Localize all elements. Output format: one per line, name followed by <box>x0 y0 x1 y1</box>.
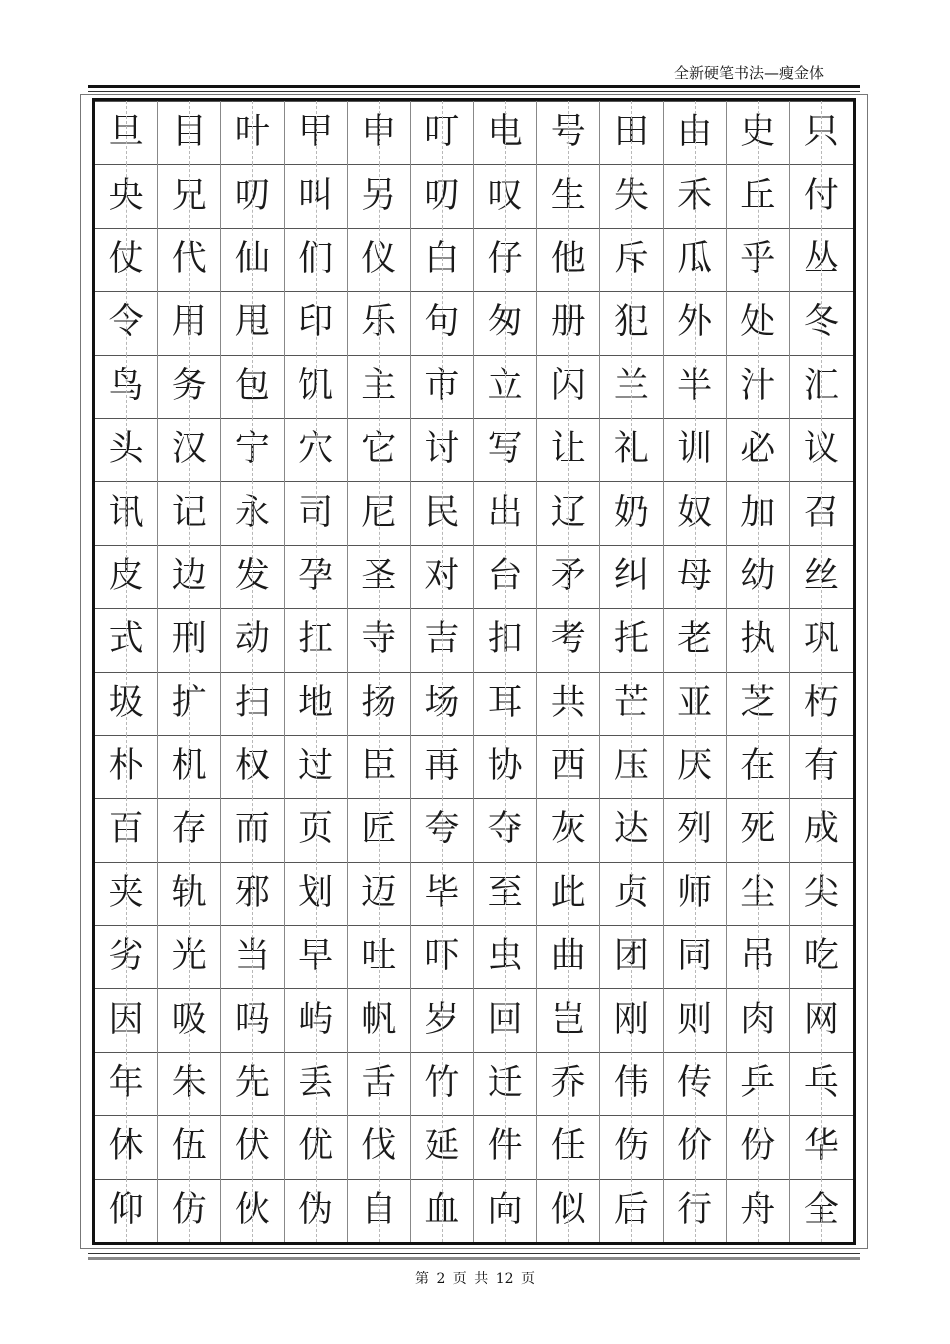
character-cell: 甲 <box>285 101 348 164</box>
character-cell: 耳 <box>474 672 537 735</box>
character-cell: 页 <box>285 798 348 861</box>
character-cell: 当 <box>221 925 284 988</box>
character-cell: 网 <box>790 988 853 1051</box>
character-cell: 岂 <box>537 988 600 1051</box>
character-cell: 母 <box>664 545 727 608</box>
footer-rule-thin <box>88 1253 860 1254</box>
character-cell: 执 <box>727 608 790 671</box>
character-cell: 半 <box>664 355 727 418</box>
character-cell: 头 <box>95 418 158 481</box>
character-cell: 年 <box>95 1052 158 1115</box>
character-cell: 闪 <box>537 355 600 418</box>
character-cell: 厌 <box>664 735 727 798</box>
character-cell: 迈 <box>348 862 411 925</box>
character-cell: 芝 <box>727 672 790 735</box>
character-cell: 灰 <box>537 798 600 861</box>
character-cell: 伪 <box>285 1179 348 1242</box>
character-cell: 刚 <box>600 988 663 1051</box>
character-cell: 圾 <box>95 672 158 735</box>
character-cell: 吸 <box>158 988 221 1051</box>
character-cell: 有 <box>790 735 853 798</box>
character-cell: 伙 <box>221 1179 284 1242</box>
character-cell: 叨 <box>411 164 474 227</box>
character-cell: 兰 <box>600 355 663 418</box>
character-cell: 鸟 <box>95 355 158 418</box>
character-cell: 犯 <box>600 291 663 354</box>
character-cell: 屿 <box>285 988 348 1051</box>
character-cell: 讨 <box>411 418 474 481</box>
character-cell: 式 <box>95 608 158 671</box>
character-cell: 议 <box>790 418 853 481</box>
character-cell: 达 <box>600 798 663 861</box>
character-cell: 舟 <box>727 1179 790 1242</box>
character-cell: 考 <box>537 608 600 671</box>
character-cell: 边 <box>158 545 221 608</box>
character-cell: 刑 <box>158 608 221 671</box>
character-cell: 丘 <box>727 164 790 227</box>
character-cell: 扛 <box>285 608 348 671</box>
character-cell: 奴 <box>664 481 727 544</box>
character-cell: 纠 <box>600 545 663 608</box>
character-cell: 扬 <box>348 672 411 735</box>
character-cell: 宁 <box>221 418 284 481</box>
character-cell: 号 <box>537 101 600 164</box>
character-cell: 师 <box>664 862 727 925</box>
character-cell: 劣 <box>95 925 158 988</box>
character-cell: 禾 <box>664 164 727 227</box>
character-cell: 至 <box>474 862 537 925</box>
character-cell: 永 <box>221 481 284 544</box>
character-cell: 向 <box>474 1179 537 1242</box>
character-cell: 团 <box>600 925 663 988</box>
character-cell: 伤 <box>600 1115 663 1178</box>
character-cell: 机 <box>158 735 221 798</box>
character-cell: 回 <box>474 988 537 1051</box>
character-cell: 尖 <box>790 862 853 925</box>
character-cell: 田 <box>600 101 663 164</box>
character-cell: 肉 <box>727 988 790 1051</box>
character-cell: 而 <box>221 798 284 861</box>
character-cell: 礼 <box>600 418 663 481</box>
character-cell: 乐 <box>348 291 411 354</box>
character-cell: 由 <box>664 101 727 164</box>
character-cell: 再 <box>411 735 474 798</box>
character-cell: 句 <box>411 291 474 354</box>
practice-grid <box>95 101 853 1242</box>
header-title: 全新硬笔书法—瘦金体 <box>673 64 824 82</box>
character-cell: 扩 <box>158 672 221 735</box>
character-cell: 尘 <box>727 862 790 925</box>
character-cell: 动 <box>221 608 284 671</box>
character-cell: 仗 <box>95 228 158 291</box>
character-cell: 朴 <box>95 735 158 798</box>
character-cell: 臣 <box>348 735 411 798</box>
character-cell: 仰 <box>95 1179 158 1242</box>
character-cell: 巩 <box>790 608 853 671</box>
character-cell: 同 <box>664 925 727 988</box>
character-cell: 央 <box>95 164 158 227</box>
character-cell: 务 <box>158 355 221 418</box>
character-cell: 邪 <box>221 862 284 925</box>
footer-rule-thick <box>88 1257 860 1260</box>
character-cell: 扣 <box>474 608 537 671</box>
character-cell: 尼 <box>348 481 411 544</box>
header-rule-thin <box>88 91 860 92</box>
character-cell: 份 <box>727 1115 790 1178</box>
character-cell: 协 <box>474 735 537 798</box>
character-cell: 舌 <box>348 1052 411 1115</box>
character-cell: 冬 <box>790 291 853 354</box>
character-cell: 亚 <box>664 672 727 735</box>
character-cell: 毕 <box>411 862 474 925</box>
character-cell: 圣 <box>348 545 411 608</box>
character-cell: 们 <box>285 228 348 291</box>
character-cell: 似 <box>537 1179 600 1242</box>
character-cell: 仔 <box>474 228 537 291</box>
practice-grid-border <box>92 98 856 1245</box>
character-cell: 付 <box>790 164 853 227</box>
character-cell: 则 <box>664 988 727 1051</box>
character-cell: 吓 <box>411 925 474 988</box>
character-cell: 伐 <box>348 1115 411 1178</box>
character-cell: 延 <box>411 1115 474 1178</box>
character-cell: 成 <box>790 798 853 861</box>
character-cell: 老 <box>664 608 727 671</box>
character-cell: 吉 <box>411 608 474 671</box>
character-cell: 斥 <box>600 228 663 291</box>
character-cell: 朽 <box>790 672 853 735</box>
character-cell: 夸 <box>411 798 474 861</box>
character-cell: 讯 <box>95 481 158 544</box>
character-cell: 自 <box>348 1179 411 1242</box>
character-cell: 全 <box>790 1179 853 1242</box>
character-cell: 奶 <box>600 481 663 544</box>
character-cell: 丛 <box>790 228 853 291</box>
character-cell: 孕 <box>285 545 348 608</box>
character-cell: 吊 <box>727 925 790 988</box>
character-cell: 丢 <box>285 1052 348 1115</box>
character-cell: 申 <box>348 101 411 164</box>
character-cell: 代 <box>158 228 221 291</box>
character-cell: 令 <box>95 291 158 354</box>
character-cell: 兄 <box>158 164 221 227</box>
character-cell: 旦 <box>95 101 158 164</box>
character-cell: 件 <box>474 1115 537 1178</box>
character-cell: 丝 <box>790 545 853 608</box>
character-cell: 朱 <box>158 1052 221 1115</box>
character-cell: 曲 <box>537 925 600 988</box>
character-cell: 皮 <box>95 545 158 608</box>
header-rule-thick <box>88 85 860 88</box>
character-cell: 过 <box>285 735 348 798</box>
character-cell: 必 <box>727 418 790 481</box>
character-cell: 迁 <box>474 1052 537 1115</box>
character-cell: 它 <box>348 418 411 481</box>
character-cell: 权 <box>221 735 284 798</box>
character-cell: 传 <box>664 1052 727 1115</box>
character-cell: 吐 <box>348 925 411 988</box>
character-cell: 此 <box>537 862 600 925</box>
character-cell: 乓 <box>790 1052 853 1115</box>
character-cell: 台 <box>474 545 537 608</box>
character-cell: 写 <box>474 418 537 481</box>
character-cell: 汉 <box>158 418 221 481</box>
character-cell: 先 <box>221 1052 284 1115</box>
character-cell: 民 <box>411 481 474 544</box>
character-cell: 叫 <box>285 164 348 227</box>
character-cell: 乒 <box>727 1052 790 1115</box>
character-cell: 夹 <box>95 862 158 925</box>
character-cell: 任 <box>537 1115 600 1178</box>
character-cell: 乎 <box>727 228 790 291</box>
character-cell: 册 <box>537 291 600 354</box>
character-cell: 华 <box>790 1115 853 1178</box>
character-cell: 血 <box>411 1179 474 1242</box>
character-cell: 行 <box>664 1179 727 1242</box>
character-cell: 虫 <box>474 925 537 988</box>
character-cell: 印 <box>285 291 348 354</box>
character-cell: 矛 <box>537 545 600 608</box>
character-cell: 生 <box>537 164 600 227</box>
character-cell: 在 <box>727 735 790 798</box>
character-cell: 竹 <box>411 1052 474 1115</box>
character-cell: 托 <box>600 608 663 671</box>
character-cell: 寺 <box>348 608 411 671</box>
character-cell: 轨 <box>158 862 221 925</box>
character-cell: 叨 <box>221 164 284 227</box>
character-cell: 训 <box>664 418 727 481</box>
character-cell: 饥 <box>285 355 348 418</box>
character-cell: 仪 <box>348 228 411 291</box>
character-cell: 匠 <box>348 798 411 861</box>
character-cell: 划 <box>285 862 348 925</box>
character-cell: 伍 <box>158 1115 221 1178</box>
character-cell: 辽 <box>537 481 600 544</box>
character-cell: 穴 <box>285 418 348 481</box>
character-cell: 场 <box>411 672 474 735</box>
character-cell: 白 <box>411 228 474 291</box>
character-cell: 包 <box>221 355 284 418</box>
character-cell: 他 <box>537 228 600 291</box>
character-cell: 死 <box>727 798 790 861</box>
character-cell: 主 <box>348 355 411 418</box>
character-cell: 芒 <box>600 672 663 735</box>
character-cell: 汁 <box>727 355 790 418</box>
character-cell: 叶 <box>221 101 284 164</box>
character-cell: 因 <box>95 988 158 1051</box>
character-cell: 让 <box>537 418 600 481</box>
character-cell: 价 <box>664 1115 727 1178</box>
character-cell: 司 <box>285 481 348 544</box>
character-cell: 汇 <box>790 355 853 418</box>
character-cell: 对 <box>411 545 474 608</box>
character-cell: 只 <box>790 101 853 164</box>
character-cell: 记 <box>158 481 221 544</box>
character-cell: 召 <box>790 481 853 544</box>
character-cell: 吗 <box>221 988 284 1051</box>
character-cell: 吃 <box>790 925 853 988</box>
character-cell: 市 <box>411 355 474 418</box>
character-cell: 目 <box>158 101 221 164</box>
character-cell: 出 <box>474 481 537 544</box>
character-cell: 压 <box>600 735 663 798</box>
character-cell: 发 <box>221 545 284 608</box>
character-cell: 乔 <box>537 1052 600 1115</box>
character-cell: 贞 <box>600 862 663 925</box>
character-cell: 西 <box>537 735 600 798</box>
character-cell: 伟 <box>600 1052 663 1115</box>
character-cell: 叮 <box>411 101 474 164</box>
character-cell: 共 <box>537 672 600 735</box>
character-cell: 仿 <box>158 1179 221 1242</box>
character-cell: 伏 <box>221 1115 284 1178</box>
character-cell: 外 <box>664 291 727 354</box>
character-cell: 瓜 <box>664 228 727 291</box>
character-cell: 处 <box>727 291 790 354</box>
character-cell: 幼 <box>727 545 790 608</box>
character-cell: 光 <box>158 925 221 988</box>
character-cell: 夺 <box>474 798 537 861</box>
character-cell: 帆 <box>348 988 411 1051</box>
character-cell: 岁 <box>411 988 474 1051</box>
character-cell: 优 <box>285 1115 348 1178</box>
character-cell: 加 <box>727 481 790 544</box>
page-number: 第 2 页 共 12 页 <box>415 1271 535 1287</box>
character-cell: 叹 <box>474 164 537 227</box>
character-cell: 扫 <box>221 672 284 735</box>
character-cell: 早 <box>285 925 348 988</box>
character-cell: 匆 <box>474 291 537 354</box>
character-cell: 史 <box>727 101 790 164</box>
character-cell: 列 <box>664 798 727 861</box>
character-cell: 另 <box>348 164 411 227</box>
character-cell: 休 <box>95 1115 158 1178</box>
character-cell: 百 <box>95 798 158 861</box>
character-cell: 失 <box>600 164 663 227</box>
character-cell: 立 <box>474 355 537 418</box>
character-cell: 存 <box>158 798 221 861</box>
character-cell: 甩 <box>221 291 284 354</box>
character-cell: 仙 <box>221 228 284 291</box>
character-cell: 地 <box>285 672 348 735</box>
character-cell: 后 <box>600 1179 663 1242</box>
character-cell: 电 <box>474 101 537 164</box>
character-cell: 用 <box>158 291 221 354</box>
